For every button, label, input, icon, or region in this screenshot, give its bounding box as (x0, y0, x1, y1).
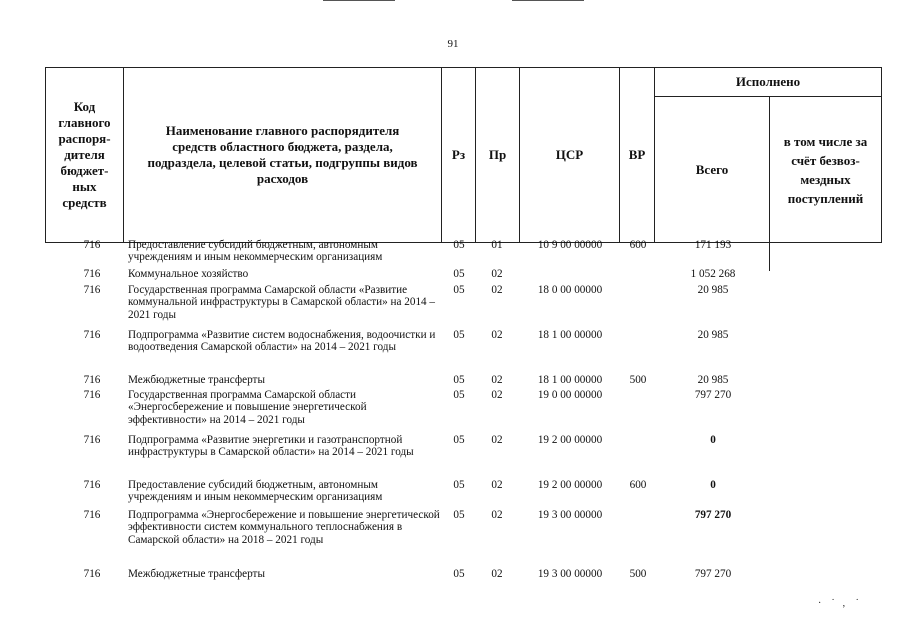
cell-rz: 05 (453, 509, 465, 521)
cell-pr: 02 (491, 389, 503, 401)
page-number: 91 (447, 38, 459, 50)
cell-csr: 19 3 00 00000 (537, 509, 603, 521)
header-executed-label: Исполнено (735, 74, 801, 89)
cell-rz: 05 (453, 239, 465, 251)
header-gratuitous-label: в том числе за счёт безвоз-мездных поступлений (783, 133, 868, 206)
cell-rz: 05 (453, 268, 465, 280)
cell-csr: 19 3 00 00000 (537, 568, 603, 580)
cell-rz: 05 (453, 434, 465, 446)
cell-code: 716 (83, 434, 101, 446)
cell-code: 716 (83, 479, 101, 491)
header-code-label: Код главного распоря-дителя бюджет-ных средств (58, 99, 111, 210)
header-total-label: Всего (695, 161, 729, 177)
cell-csr: 19 2 00 00000 (537, 479, 603, 491)
cell-total: 0 (710, 434, 716, 446)
cell-code: 716 (83, 329, 101, 341)
cell-total: 797 270 (694, 389, 732, 401)
cell-name: Подпрограмма «Развитие энергетики и газотранспортной инфраструктуры в Самарской области» на 2014 – 2021 годы (128, 434, 414, 459)
cell-vr: 600 (629, 479, 647, 491)
cell-vr: 500 (629, 374, 647, 386)
cell-rz: 05 (453, 479, 465, 491)
header-vr (619, 67, 654, 243)
cell-code: 716 (83, 509, 101, 521)
cell-pr: 02 (491, 284, 503, 296)
cell-vr: 600 (629, 239, 647, 251)
cell-code: 716 (83, 268, 101, 280)
header-name (123, 67, 441, 243)
cell-total: 20 985 (697, 329, 729, 341)
cell-total: 1 052 268 (690, 268, 736, 280)
cell-code: 716 (83, 389, 101, 401)
scan-edge-line (512, 0, 584, 1)
cell-code: 716 (83, 239, 101, 251)
cell-rz: 05 (453, 389, 465, 401)
header-rz (441, 67, 475, 243)
cell-rz: 05 (453, 284, 465, 296)
cell-pr: 02 (491, 329, 503, 341)
cell-pr: 02 (491, 268, 503, 280)
header-name-label: Наименование главного распорядителя средств областного бюджета, раздела, подраздела, целевой статьи, подгруппы видов расходов (147, 123, 418, 186)
cell-total: 20 985 (697, 374, 729, 386)
header-gratuitous (769, 96, 882, 243)
cell-csr: 18 0 00 00000 (537, 284, 603, 296)
cell-vr: 500 (629, 568, 647, 580)
cell-csr: 18 1 00 00000 (537, 329, 603, 341)
cell-total: 797 270 (694, 568, 732, 580)
cell-rz: 05 (453, 329, 465, 341)
cell-total: 0 (710, 479, 716, 491)
cell-total: 797 270 (694, 509, 732, 521)
header-pr-label: Пр (488, 147, 507, 162)
cell-name: Предоставление субсидий бюджетным, автономным учреждениям и иным некоммерческим организациям (128, 239, 383, 264)
cell-name: Коммунальное хозяйство (128, 268, 249, 280)
header-vr-label: ВР (628, 147, 646, 162)
header-csr (519, 67, 619, 243)
scan-edge-line (323, 0, 395, 1)
cell-name: Государственная программа Самарской области «Развитие коммунальной инфраструктуры в Самарской области» на 2014 – 2021 годы (128, 284, 436, 321)
cell-csr: 19 0 00 00000 (537, 389, 603, 401)
cell-csr: 19 2 00 00000 (537, 434, 603, 446)
cell-pr: 02 (491, 434, 503, 446)
cell-csr: 10 9 00 00000 (537, 239, 603, 251)
cell-pr: 02 (491, 374, 503, 386)
cell-name: Подпрограмма «Развитие систем водоснабжения, водоочистки и водоотведения Самарской области» на 2014 – 2021 годы (128, 329, 436, 354)
header-executed (654, 67, 882, 96)
cell-code: 716 (83, 284, 101, 296)
cell-pr: 02 (491, 479, 503, 491)
header-total (654, 96, 769, 243)
cell-code: 716 (83, 568, 101, 580)
header-pr (475, 67, 519, 243)
cell-rz: 05 (453, 568, 465, 580)
cell-name: Государственная программа Самарской области «Энергосбережение и повышение энергетической эффективности» на 2014 – 2021 годы (128, 389, 367, 426)
cell-code: 716 (83, 374, 101, 386)
cell-total: 20 985 (697, 284, 729, 296)
cell-pr: 01 (491, 239, 503, 251)
header-csr-label: ЦСР (555, 147, 584, 162)
header-code (45, 67, 123, 243)
cell-name: Межбюджетные трансферты (128, 374, 265, 386)
cell-name: Предоставление субсидий бюджетным, автономным учреждениям и иным некоммерческим организациям (128, 479, 383, 504)
cell-pr: 02 (491, 509, 503, 521)
header-rz-label: Рз (451, 147, 466, 162)
cell-pr: 02 (491, 568, 503, 580)
cell-total: 171 193 (694, 239, 732, 251)
cell-name: Подпрограмма «Энергосбережение и повышение энергетической эффективности систем коммунального теплоснабжения в Самарской области» на 2018 – 2021 годы (128, 509, 440, 546)
cell-csr: 18 1 00 00000 (537, 374, 603, 386)
scan-specks: · ˙ ‚ ˙ (818, 598, 859, 609)
cell-name: Межбюджетные трансферты (128, 568, 265, 580)
cell-rz: 05 (453, 374, 465, 386)
